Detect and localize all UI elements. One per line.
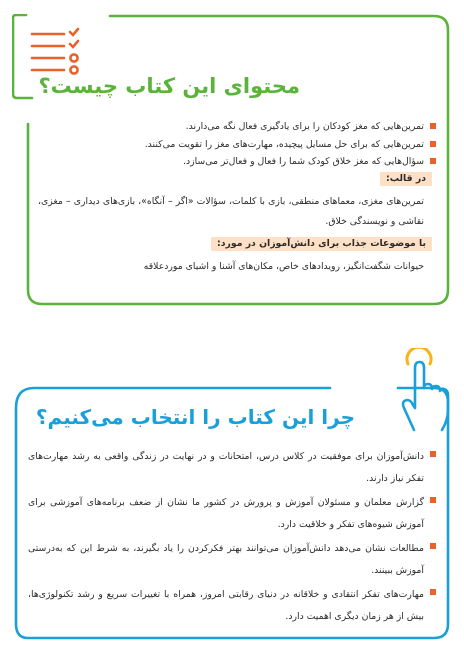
list-item: تمرین‌هایی که مغز کودکان را برای یادگیری فعال نگه می‌دارند. (26, 118, 436, 136)
section-what-is-in-book (12, 14, 450, 306)
format-label: در قالب: (380, 172, 432, 186)
topics-label: با موضوعات جذاب برای دانش‌آموزان در مورد: (211, 237, 432, 251)
format-text: تمرین‌های مغزی، معماهای منطقی، بازی با کلمات، سؤالات «اگر – آنگاه»، بازی‌های دیداری – مغزی، نقاشی و نویسندگی خلاق. (38, 196, 424, 227)
list-item: مهارت‌های تفکر انتقادی و خلاقانه در دنیای رقابتی امروز، همراه با تغییرات سریع و رشد تکنولوژی‌ها، بیش از هر زمان دیگری اهمیت دارد. (28, 584, 436, 630)
list-item: دانش‌آموزان برای موفقیت در کلاس درس، امتحانات و در نهایت در زندگی واقعی به رشد مهارت‌های تفکر نیاز دارند. (28, 446, 436, 492)
list-item: مطالعات نشان می‌دهد دانش‌آموزان می‌توانند بهتر فکرکردن را یاد بگیرند، به شرط این که به‌درستی آموزش ببینند. (28, 538, 436, 584)
list-item: سؤال‌هایی که مغز خلاق کودک شما را فعال و فعال‌تر می‌سازد. (26, 153, 436, 171)
section1-list (26, 118, 436, 171)
section-why-choose-book (14, 348, 450, 640)
list-item: گزارش معلمان و مسئولان آموزش و پرورش در کشور ما نشان از ضعف برنامه‌های آموزشی برای آموزش شیوه‌های تفکر و خلاقیت دارد. (28, 492, 436, 538)
list-item: تمرین‌هایی که برای حل مسایل پیچیده، مهارت‌های مغز را تقویت می‌کنند. (26, 136, 436, 154)
section2-list (28, 446, 436, 630)
section1-title: محتوای این کتاب چیست؟ (38, 74, 300, 98)
topics-text: حیوانات شگفت‌انگیز، رویدادهای خاص، مکان‌های آشنا و اشیای موردعلاقه (143, 261, 424, 272)
touch-hand-icon (394, 348, 450, 432)
section2-title: چرا این کتاب را انتخاب می‌کنیم؟ (35, 405, 355, 429)
